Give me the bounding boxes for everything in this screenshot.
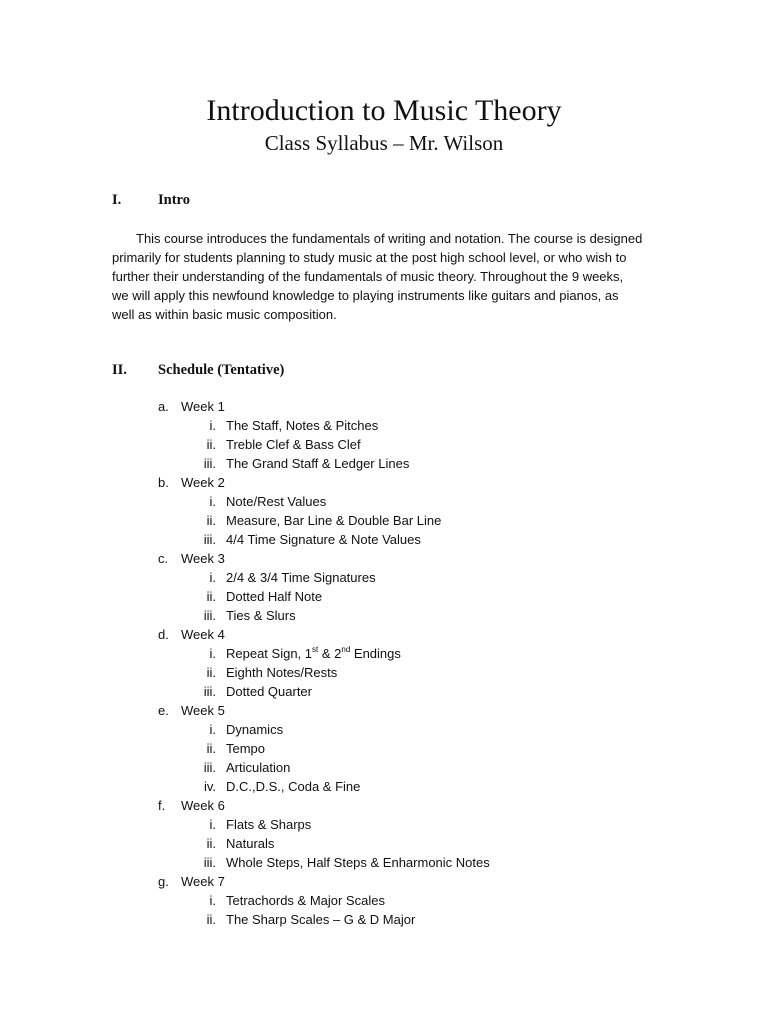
document-subtitle: Class Syllabus – Mr. Wilson	[264, 131, 504, 155]
schedule-week	[0, 701, 768, 720]
topic-label: Whole Steps, Half Steps & Enharmonic Notes	[226, 855, 490, 870]
topic-label: Repeat Sign, 1st & 2nd Endings	[226, 644, 401, 661]
schedule-topic	[0, 891, 768, 910]
topic-label: The Grand Staff & Ledger Lines	[226, 456, 410, 471]
week-marker: d.	[158, 627, 169, 642]
week-marker: e.	[158, 703, 169, 718]
intro-line: we will apply this newfound knowledge to playing instruments like guitars and pianos, as	[112, 288, 619, 303]
intro-line: well as within basic music composition.	[112, 307, 337, 322]
topic-marker: ii.	[206, 741, 216, 756]
section-intro-heading	[112, 190, 190, 210]
schedule-topic	[0, 682, 768, 701]
topic-marker: ii.	[206, 912, 216, 927]
section-schedule-numeral: II.	[112, 362, 127, 378]
topic-marker: iii.	[203, 608, 216, 623]
topic-marker: i.	[209, 494, 216, 509]
schedule-week	[0, 397, 768, 416]
topic-label: Dynamics	[226, 722, 284, 737]
week-label: Week 6	[181, 798, 225, 813]
topic-label: Dotted Quarter	[226, 684, 312, 699]
topic-label: Dotted Half Note	[226, 589, 323, 604]
schedule-topic	[0, 758, 768, 777]
topic-label: The Sharp Scales – G & D Major	[226, 912, 416, 927]
intro-paragraph	[112, 229, 678, 324]
week-label: Week 3	[181, 551, 225, 566]
topic-label: Flats & Sharps	[226, 817, 312, 832]
intro-line: further their understanding of the fundamentals of music theory. Throughout the 9 weeks,	[112, 269, 624, 284]
topic-marker: iii.	[203, 684, 216, 699]
ordinal-suffix: nd	[341, 644, 351, 654]
section-schedule-heading	[112, 360, 284, 380]
topic-marker: i.	[209, 817, 216, 832]
week-marker: a.	[158, 399, 169, 414]
topic-label: Naturals	[226, 836, 275, 851]
topic-label: D.C.,D.S., Coda & Fine	[226, 779, 361, 794]
section-intro-title: Intro	[158, 192, 190, 208]
week-label: Week 5	[181, 703, 225, 718]
week-marker: b.	[158, 475, 169, 490]
schedule-list	[0, 397, 768, 929]
schedule-week	[0, 796, 768, 815]
document-title: Introduction to Music Theory	[206, 94, 562, 127]
schedule-week	[0, 625, 768, 644]
topic-marker: iii.	[203, 855, 216, 870]
topic-label: 2/4 & 3/4 Time Signatures	[226, 570, 376, 585]
topic-label: Eighth Notes/Rests	[226, 665, 338, 680]
schedule-topic	[0, 416, 768, 435]
ordinal-suffix: st	[312, 644, 319, 654]
week-label: Week 2	[181, 475, 225, 490]
topic-label: Tempo	[226, 741, 266, 756]
topic-marker: i.	[209, 418, 216, 433]
week-label: Week 7	[181, 874, 225, 889]
topic-marker: iii.	[203, 532, 216, 547]
schedule-week	[0, 872, 768, 891]
topic-marker: iii.	[203, 456, 216, 471]
schedule-topic	[0, 853, 768, 872]
topic-marker: ii.	[206, 836, 216, 851]
topic-label: Measure, Bar Line & Double Bar Line	[226, 513, 442, 528]
schedule-topic	[0, 720, 768, 739]
schedule-topic	[0, 910, 768, 929]
week-label: Week 1	[181, 399, 225, 414]
intro-line: This course introduces the fundamentals of writing and notation. The course is designed	[136, 231, 643, 246]
week-marker: f.	[158, 798, 166, 813]
week-label: Week 4	[181, 627, 225, 642]
schedule-topic	[0, 454, 768, 473]
week-marker: c.	[158, 551, 169, 566]
schedule-topic	[0, 492, 768, 511]
schedule-topic	[0, 815, 768, 834]
schedule-topic	[0, 530, 768, 549]
schedule-week	[0, 549, 768, 568]
schedule-topic	[0, 587, 768, 606]
schedule-topic	[0, 435, 768, 454]
topic-label: Note/Rest Values	[226, 494, 327, 509]
schedule-topic	[0, 606, 768, 625]
week-marker: g.	[158, 874, 169, 889]
topic-label: 4/4 Time Signature & Note Values	[226, 532, 421, 547]
topic-label: The Staff, Notes & Pitches	[226, 418, 379, 433]
schedule-week	[0, 473, 768, 492]
topic-marker: i.	[209, 570, 216, 585]
intro-line: primarily for students planning to study music at the post high school level, or who wish to	[112, 250, 627, 265]
topic-marker: ii.	[206, 437, 216, 452]
topic-marker: i.	[209, 893, 216, 908]
schedule-topic	[0, 739, 768, 758]
topic-marker: iv.	[203, 779, 216, 794]
schedule-topic	[0, 663, 768, 682]
schedule-topic	[0, 777, 768, 796]
topic-marker: ii.	[206, 665, 216, 680]
topic-label: Treble Clef & Bass Clef	[226, 437, 361, 452]
section-schedule-title: Schedule (Tentative)	[158, 362, 285, 378]
schedule-topic	[0, 568, 768, 587]
topic-label: Articulation	[226, 760, 291, 775]
schedule-topic	[0, 511, 768, 530]
schedule-topic	[0, 834, 768, 853]
topic-marker: i.	[209, 646, 216, 661]
section-intro-numeral: I.	[112, 192, 122, 208]
topic-marker: ii.	[206, 513, 216, 528]
topic-label: Ties & Slurs	[226, 608, 296, 623]
topic-marker: i.	[209, 722, 216, 737]
topic-marker: ii.	[206, 589, 216, 604]
schedule-topic	[0, 644, 768, 663]
topic-marker: iii.	[203, 760, 216, 775]
topic-label: Tetrachords & Major Scales	[226, 893, 385, 908]
